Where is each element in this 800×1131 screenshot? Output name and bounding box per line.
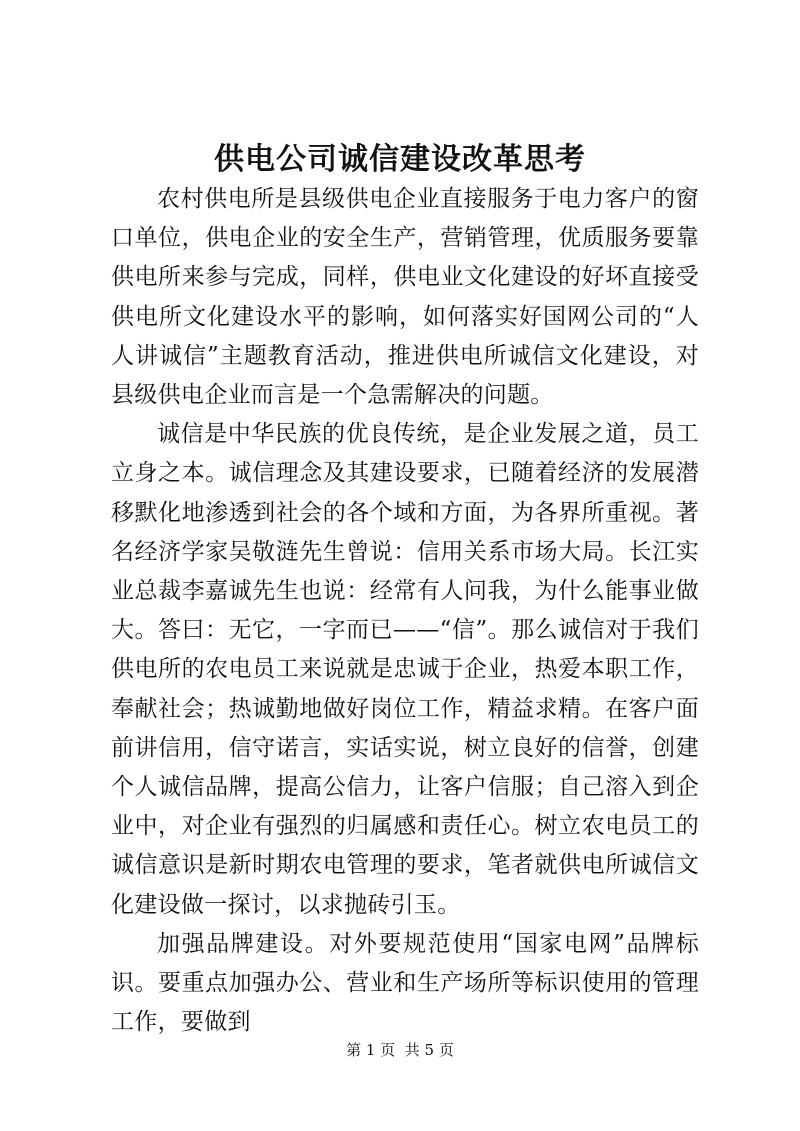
page-number-label: 第 1 页 共 5 页 [346,1041,454,1059]
paragraph-3: 加强品牌建设。对外要规范使用“国家电网”品牌标识。要重点加强办公、营业和生产场所等标识使用的管理工作，要做到 [111,930,699,1036]
paragraph-1: 农村供电所是县级供电企业直接服务于电力客户的窗口单位，供电企业的安全生产，营销管理，优质服务要靠供电所来参与完成，同样，供电业文化建设的好坏直接受供电所文化建设水平的影响，如何落实好国网公司的“人人讲诚信”主题教育活动，推进供电所诚信文化建设，对县级供电企业而言是一个急需解决的问题。 [111,186,699,409]
page-footer [0,1040,800,1060]
document-title: 供电公司诚信建设改革思考 [214,142,586,177]
paragraph-2: 诚信是中华民族的优良传统，是企业发展之道，员工立身之本。诚信理念及其建设要求，已随着经济的发展潜移默化地渗透到社会的各个域和方面，为各界所重视。著名经济学家吴敬涟先生曾说：信用关系市场大局。长江实业总裁李嘉诚先生也说：经常有人问我，为什么能事业做大。答曰：无它，一字而已——“信”。那么诚信对于我们供电所的农电员工来说就是忠诚于企业，热爱本职工作，奉献社会；热诚勤地做好岗位工作，精益求精。在客户面前讲信用，信守诺言，实话实说，树立良好的信誉，创建个人诚信品牌，提高公信力，让客户信服；自己溶入到企业中，对企业有强烈的归属感和责任心。树立农电员工的诚信意识是新时期农电管理的要求，笔者就供电所诚信文化建设做一探讨，以求抛砖引玉。 [111,421,699,918]
document-body [111,180,699,1042]
